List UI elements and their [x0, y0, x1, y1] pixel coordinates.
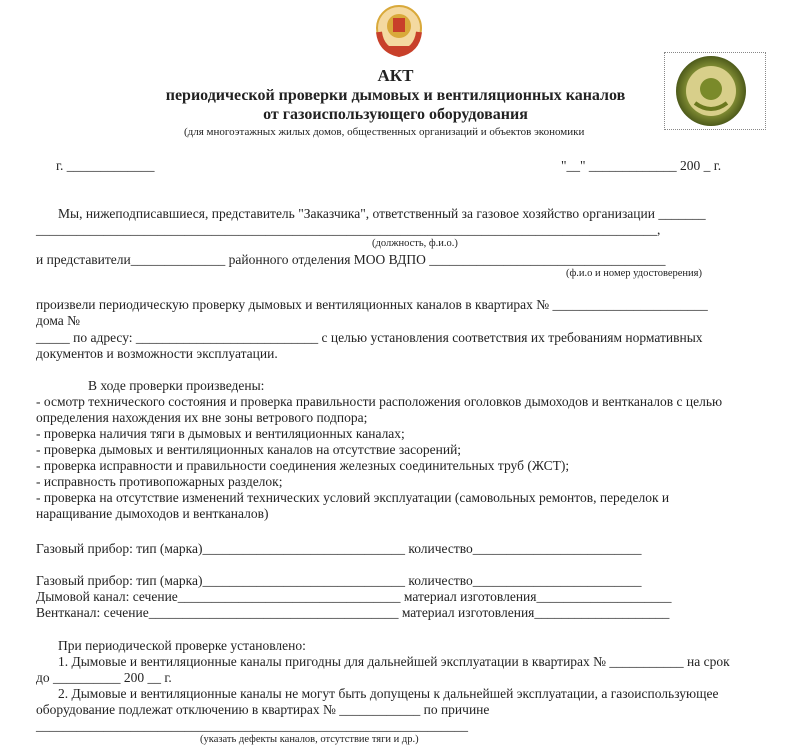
- findings-heading: При периодической проверке установлено:: [58, 638, 306, 653]
- parties-hint-2: (ф.и.о и номер удостоверения): [566, 268, 702, 279]
- checks-item: - осмотр технического состояния и проверка правильности расположения оголовков дымоходов и вентканалов с целью: [36, 394, 723, 409]
- device-row-2: Газовый прибор: тип (марка)______________________________ количество_________________________: [36, 573, 642, 588]
- date-field: "__" _____________ 200 _ г.: [561, 158, 722, 173]
- parties-line-2: ____________________________________________________________________________________________,: [36, 222, 661, 237]
- parties-line-3: и представители______________ районного отделения МОО ВДПО ___________________________________: [36, 252, 666, 267]
- checks-item: - проверка наличия тяги в дымовых и вентиляционных каналах;: [36, 426, 405, 441]
- act-subtitle-1: периодической проверки дымовых и вентиляционных каналов: [165, 87, 626, 104]
- finding-2b: оборудование подлежат отключению в квартирах № ____________ по причине: [36, 702, 490, 717]
- checks-item: - проверка дымовых и вентиляционных каналов на отсутствие засорений;: [36, 442, 462, 457]
- parties-hint-1: (должность, ф.и.о.): [372, 238, 458, 249]
- checks-item: - проверка исправности и правильности соединения железных соединительных труб (ЖСТ);: [36, 458, 570, 473]
- state-emblem-icon: [373, 2, 425, 58]
- scope-line-4: документов и возможности эксплуатации.: [36, 346, 278, 361]
- checks-item: - проверка на отсутствие изменений технических условий эксплуатации (самовольных ремонтов, переделок и: [36, 490, 670, 505]
- act-note: (для многоэтажных жилых домов, общественных организаций и объектов экономики: [184, 126, 585, 138]
- finding-2c: ________________________________________________________________: [36, 718, 468, 733]
- checks-item: определения нахождения их вне зоны ветрового подпора;: [36, 410, 368, 425]
- city-field: г. _____________: [56, 158, 155, 173]
- findings-hint: (указать дефекты каналов, отсутствие тяги и др.): [200, 734, 419, 745]
- chimney-row: Дымовой канал: сечение_________________________________ материал изготовления____________________: [36, 589, 672, 604]
- finding-1b: до __________ 200 __ г.: [36, 670, 172, 685]
- device-row-1: Газовый прибор: тип (марка)______________________________ количество_________________________: [36, 541, 642, 556]
- vent-row: Вентканал: сечение_____________________________________ материал изготовления____________________: [36, 605, 670, 620]
- finding-1a: 1. Дымовые и вентиляционные каналы пригодны для дальнейшей эксплуатации в квартирах № ___________ на срок: [58, 654, 730, 669]
- scope-line-2: дома №: [36, 313, 81, 328]
- act-title: АКТ: [377, 66, 414, 85]
- parties-line-1: Мы, нижеподписавшиеся, представитель "Заказчика", ответственный за газовое хозяйство организации _______: [58, 206, 706, 221]
- scope-line-3: _____ по адресу: ___________________________ с целью установления соответствия их требованиям нормативных: [36, 330, 703, 345]
- checks-heading: В ходе проверки произведены:: [88, 378, 265, 393]
- scope-line-1: произвели периодическую проверку дымовых и вентиляционных каналов в квартирах № _______________________: [36, 297, 708, 312]
- finding-2a: 2. Дымовые и вентиляционные каналы не могут быть допущены к дальнейшей эксплуатации, а газоиспользующее: [58, 686, 719, 701]
- checks-item: наращивание дымоходов и вентканалов): [36, 506, 269, 521]
- act-subtitle-2: от газоиспользующего оборудования: [263, 106, 528, 123]
- checks-item: - исправность противопожарных разделок;: [36, 474, 283, 489]
